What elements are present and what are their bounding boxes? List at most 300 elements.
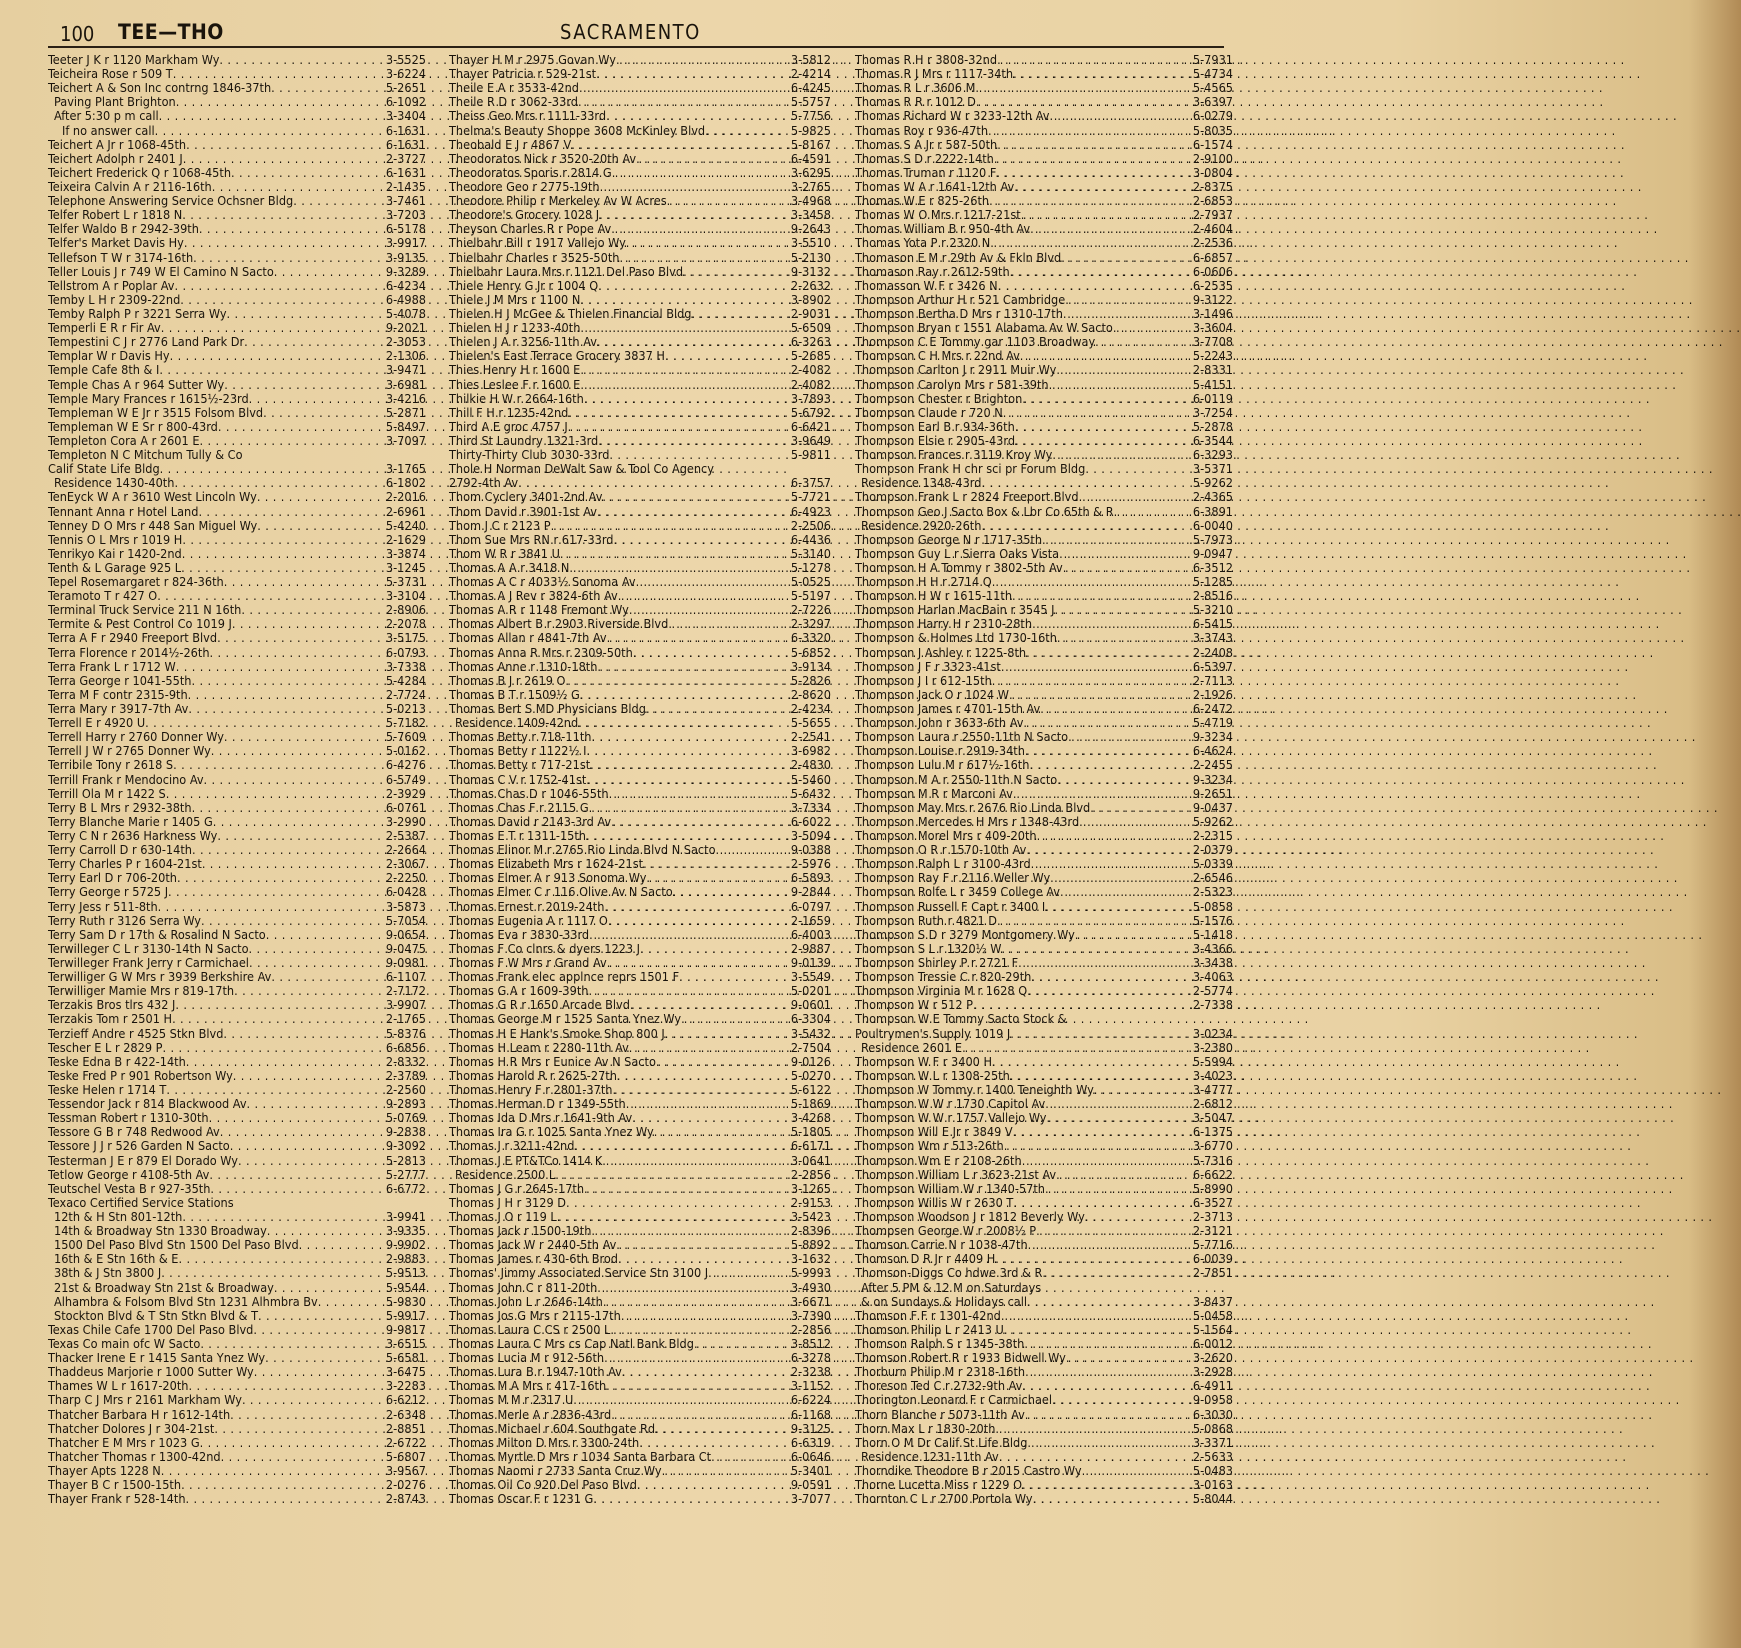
listing-name: Thilkie H W r 2664-16th: [449, 390, 584, 406]
listing-phone: 9-2838: [385, 1124, 426, 1140]
directory-listing: [855, 674, 1233, 688]
directory-listing: [48, 984, 426, 998]
directory-listing: [48, 533, 426, 547]
listing-name: Thom Cyclery 3401-2nd Av: [449, 489, 603, 505]
directory-listing: [449, 1027, 831, 1041]
listing-phone: 2-4604: [1192, 221, 1233, 237]
listing-phone: 5-7721: [790, 489, 831, 505]
listing-name: Terribile Tony r 2618 S: [48, 757, 174, 773]
directory-listing: [48, 885, 426, 899]
listing-phone: 2-5976: [790, 856, 831, 872]
leader-dots: [155, 124, 386, 138]
listing-name: Terrell E r 4920 U: [48, 715, 146, 731]
directory-listing: [855, 1238, 1233, 1252]
leader-dots: [202, 857, 386, 871]
leader-dots: [973, 998, 1193, 1012]
directory-listing: [855, 81, 1233, 95]
leader-dots: [170, 349, 386, 363]
directory-listing: [855, 335, 1233, 349]
listing-phone: 6-1631: [385, 136, 426, 152]
leader-dots: [192, 843, 386, 857]
directory-listing: [855, 1139, 1233, 1153]
listing-name: Thaddeus Marjorie r 1000 Sutter Wy: [48, 1364, 254, 1380]
listing-name: Terra Florence r 2014½-26th: [48, 644, 210, 660]
city-title: SACRAMENTO: [560, 20, 701, 44]
listing-phone: 5-2685: [790, 348, 831, 364]
listing-phone: 6-4436: [790, 531, 831, 547]
leader-dots: [997, 53, 1193, 67]
directory-listing: [449, 900, 831, 914]
directory-listing: [449, 420, 831, 434]
listing-name: Thomas John L r 2646-14th: [449, 1293, 603, 1309]
listing-phone: 5-0339: [1192, 856, 1233, 872]
directory-listing: [48, 1154, 426, 1168]
directory-column-1: [48, 53, 426, 1506]
leader-dots: [1052, 448, 1193, 462]
leader-dots: [662, 1464, 791, 1478]
listing-phone: 2-3727: [385, 150, 426, 166]
listing-name: Tempestini C J r 2776 Land Park Dr: [48, 334, 245, 350]
listing-phone: 9-9902: [385, 1237, 426, 1253]
listing-name: Terry Earl D r 706-20th: [48, 870, 177, 886]
leader-dots: [1013, 1125, 1193, 1139]
leader-dots: [618, 589, 791, 603]
listing-name: Thies Leslee F r 1600 E: [449, 376, 581, 392]
listing-phone: 2-5323: [1192, 884, 1233, 900]
leader-dots: [1114, 505, 1193, 519]
listing-name: Tenrikyo Kai r 1420-2nd: [48, 545, 182, 561]
listing-phone: 3-7708: [1192, 334, 1233, 350]
listing-phone: 5-1278: [790, 559, 831, 575]
leader-dots: [584, 1182, 791, 1196]
listing-phone: 2-8332: [385, 1053, 426, 1069]
listing-name: Thomas S D r 2222-14th: [855, 150, 994, 166]
listing-name: Thom Sue Mrs RN r 617-33rd: [449, 531, 614, 547]
listing-phone: 6-0797: [790, 898, 831, 914]
directory-listing: [48, 462, 426, 476]
listing-name: Templeton N C Mitchum Tully & Co: [48, 447, 243, 463]
leader-dots: [1001, 1309, 1193, 1323]
leader-dots: [573, 1393, 791, 1407]
listing-phone: 5-7054: [385, 912, 426, 928]
leader-dots: [182, 208, 386, 222]
leader-dots: [177, 871, 386, 885]
listing-phone: 2-2560: [385, 1081, 426, 1097]
listing-name: Thompson W F r 3400 H: [855, 1053, 992, 1069]
leader-dots: [992, 575, 1193, 589]
listing-phone: 9-2651: [1192, 785, 1233, 801]
listing-name: Thomas Elizabeth Mrs r 1624-21st: [449, 856, 644, 872]
listing-name: Residence 1430-40th: [54, 475, 175, 491]
listing-phone: 3-2928: [1192, 1364, 1233, 1380]
listing-phone: 6-6857: [1192, 249, 1233, 265]
listing-phone: 5-6792: [790, 404, 831, 420]
leader-dots: [238, 1154, 386, 1168]
listing-name: Thomas Frank elec applnce reprs 1501 F: [449, 969, 680, 985]
listing-phone: 6-0040: [1192, 517, 1233, 533]
listing-name: Residence 1348-43rd: [861, 475, 982, 491]
listing-name: Thompson H H r 2714 Q: [855, 574, 992, 590]
listing-name: Terzieff Andre r 4525 Stkn Blvd: [48, 1025, 224, 1041]
directory-listing: [855, 1097, 1233, 1111]
leader-dots: [716, 843, 791, 857]
leader-dots: [637, 1478, 791, 1492]
listing-name: Terry Sam D r 17th & Rosalind N Sacto: [48, 926, 266, 942]
listing-phone: 3-4968: [790, 193, 831, 209]
directory-listing: [48, 857, 426, 871]
listing-name: Terzakis Bros tlrs 432 J: [48, 997, 176, 1013]
listing-name: Thielbahr Bill r 1917 Vallejo Wy: [449, 235, 626, 251]
directory-listing: [48, 730, 426, 744]
listing-name: Thomson-Diggs Co hdwe 3rd & R: [855, 1265, 1043, 1281]
directory-listing: [449, 1450, 831, 1464]
leader-dots: [230, 1408, 386, 1422]
listing-name: Thompson John r 3633-6th Av: [855, 715, 1024, 731]
listing-name: Thomas Oscar F r 1231 G: [449, 1491, 594, 1507]
listing-phone: 2-7113: [1192, 672, 1233, 688]
listing-phone: 6-1375: [1192, 1124, 1233, 1140]
listing-phone: 5-6122: [790, 1081, 831, 1097]
listing-phone: 6-3278: [790, 1350, 831, 1366]
leader-dots: [962, 1041, 1193, 1055]
directory-listing: [48, 434, 426, 448]
directory-listing: [449, 688, 831, 702]
listing-name: Thomas C V r 1752-41st: [449, 771, 587, 787]
listing-name: Teichert Frederick Q r 1068-45th: [48, 164, 232, 180]
listing-name: Thomas Allan r 4841-7th Av: [449, 630, 607, 646]
listing-name: Terrell Harry r 2760 Donner Wy: [48, 729, 224, 745]
listing-phone: 3-9335: [385, 1223, 426, 1239]
header-rule: [48, 46, 1224, 48]
directory-listing: [855, 1450, 1233, 1464]
directory-listing: [449, 1393, 831, 1407]
listing-phone: 2-2856: [790, 1321, 831, 1337]
listing-name: Terwilleger C L r 3130-14th N Sacto: [48, 940, 249, 956]
listing-phone: 9-2844: [790, 884, 831, 900]
listing-phone: 9-0601: [790, 997, 831, 1013]
listing-phone: 2-2506: [790, 517, 831, 533]
leader-dots: [241, 603, 386, 617]
listing-phone: 5-9917: [385, 1307, 426, 1323]
leader-dots: [580, 321, 790, 335]
listing-phone: 5-2130: [790, 249, 831, 265]
leader-dots: [590, 758, 791, 772]
listing-phone: 6-4911: [1192, 1378, 1233, 1394]
listing-phone: 5-0213: [385, 701, 426, 717]
listing-name: Theodoratos Sporis r 2814 G: [449, 164, 612, 180]
listing-name: Thomas William B r 950-4th Av: [855, 221, 1031, 237]
leader-dots: [633, 646, 791, 660]
listing-phone: 3-6981: [385, 376, 426, 392]
leader-dots: [243, 448, 427, 462]
directory-listing: [855, 208, 1233, 222]
listing-phone: 6-5397: [1192, 658, 1233, 674]
leader-dots: [626, 1097, 791, 1111]
leader-dots: [209, 1111, 386, 1125]
listing-phone: 9-3234: [1192, 771, 1233, 787]
leader-dots: [166, 1083, 386, 1097]
listing-phone: 5-9262: [1192, 475, 1233, 491]
leader-dots: [1021, 208, 1193, 222]
listing-phone: 5-7931: [1192, 52, 1233, 67]
leader-dots: [299, 1238, 386, 1252]
listing-name: Thompson C H Mrs r 22nd Av: [855, 348, 1020, 364]
listing-name: Thomas Truman r 1120 F: [855, 164, 997, 180]
listing-name: Thielen H J McGee & Thielen Financial Bldg: [449, 305, 692, 321]
listing-phone: 5-9811: [790, 447, 831, 463]
leader-dots: [1063, 307, 1193, 321]
listing-phone: 3-1152: [790, 1378, 831, 1394]
listing-name: Teeter J K r 1120 Markham Wy: [48, 52, 220, 67]
listing-name: Residence 2920-26th: [861, 517, 982, 533]
directory-listing: [48, 815, 426, 829]
listing-phone: 5-4734: [1192, 66, 1233, 82]
listing-phone: 5-6852: [790, 644, 831, 660]
directory-listing: [855, 1295, 1233, 1309]
leader-dots: [632, 1111, 791, 1125]
leader-dots: [293, 194, 386, 208]
listing-phone: 3-7893: [790, 390, 831, 406]
leader-dots: [1015, 434, 1193, 448]
listing-phone: 2-7226: [790, 602, 831, 618]
leader-dots: [608, 914, 791, 928]
leader-dots: [254, 1365, 386, 1379]
listing-phone: 2-3067: [385, 856, 426, 872]
leader-dots: [579, 81, 791, 95]
listing-phone: 2-9887: [790, 940, 831, 956]
leader-dots: [1010, 1027, 1193, 1041]
listing-name: Thomas Laura C Mrs cs Cap Natl Bank Bldg: [449, 1335, 694, 1351]
listing-name: Texas Chile Cafe 1700 Del Paso Blvd: [48, 1321, 254, 1337]
directory-listing: [48, 293, 426, 307]
leader-dots: [159, 363, 386, 377]
leader-dots: [1068, 730, 1193, 744]
leader-dots: [204, 773, 386, 787]
leader-dots: [1022, 1379, 1193, 1393]
directory-listing: [449, 674, 831, 688]
directory-listing: [855, 716, 1233, 730]
listing-name: Stockton Blvd & T Stn Stkn Blvd & T: [54, 1307, 259, 1323]
listing-name: Thomas B T r 1509½ G: [449, 686, 580, 702]
listing-name: Theodoratos Nick r 3520-20th Av: [449, 150, 637, 166]
leader-dots: [176, 95, 386, 109]
listing-phone: 5-2826: [790, 672, 831, 688]
leader-dots: [249, 392, 386, 406]
leader-dots: [626, 236, 791, 250]
listing-name: Alhambra & Folsom Blvd Stn 1231 Alhmbra Bv: [54, 1293, 318, 1309]
directory-listing: [855, 928, 1233, 942]
listing-phone: 3-2283: [385, 1378, 426, 1394]
directory-listing: [855, 984, 1233, 998]
directory-listing: [855, 1027, 1233, 1041]
leader-dots: [1094, 1083, 1193, 1097]
listing-name: Thompson May Mrs r 2676 Rio Linda Blvd: [855, 799, 1091, 815]
leader-dots: [580, 293, 791, 307]
listing-phone: 2-5387: [385, 828, 426, 844]
listing-name: Telfer Waldo B r 2942-39th: [48, 221, 199, 237]
listing-phone: 9-3125: [790, 1420, 831, 1436]
listing-name: Thirty-Thirty Club 3030-33rd: [449, 447, 610, 463]
directory-listing: [48, 758, 426, 772]
leader-dots: [1061, 251, 1193, 265]
listing-phone: 5-5994: [1192, 1053, 1233, 1069]
directory-listing: [855, 1351, 1233, 1365]
leader-dots: [668, 617, 791, 631]
directory-listing: [48, 392, 426, 406]
directory-listing: [449, 1055, 831, 1069]
listing-name: Thompson Elsie r 2905-43rd: [855, 432, 1016, 448]
directory-listing: [449, 448, 831, 462]
directory-listing: [48, 1196, 426, 1210]
listing-phone: 3-5510: [790, 235, 831, 251]
listing-phone: 3-0234: [1192, 1025, 1233, 1041]
listing-name: Thorne Lucetta Miss r 1229 O: [855, 1477, 1023, 1493]
leader-dots: [1075, 928, 1193, 942]
listing-phone: 3-5432: [790, 1025, 831, 1041]
leader-dots: [574, 1139, 790, 1153]
directory-listing: [48, 1027, 426, 1041]
directory-listing: [48, 222, 426, 236]
listing-phone: 5-7973: [1192, 531, 1233, 547]
listing-name: Teutschel Vesta B r 927-35th: [48, 1180, 211, 1196]
directory-listing: [855, 321, 1233, 335]
listing-name: Terry Blanche Marie r 1405 G: [48, 813, 213, 829]
directory-listing: [449, 1478, 831, 1492]
listing-phone: 3-5175: [385, 630, 426, 646]
leader-dots: [213, 815, 386, 829]
listing-name: Thomas R L r 3606 M: [855, 80, 976, 96]
listing-phone: 3-5423: [790, 1208, 831, 1224]
listing-phone: 3-0641: [790, 1152, 831, 1168]
listing-name: Thomas J G r 2645-17th: [449, 1180, 585, 1196]
leader-dots: [1085, 1210, 1193, 1224]
directory-listing: [48, 236, 426, 250]
listing-name: Terrill Frank r Mendocino Av: [48, 771, 204, 787]
directory-listing: [48, 998, 426, 1012]
listing-name: Thompson Carolyn Mrs r 581-39th: [855, 376, 1049, 392]
listing-phone: 5-1869: [790, 1096, 831, 1112]
listing-phone: 2-8375: [1192, 178, 1233, 194]
directory-listing: [449, 815, 831, 829]
listing-name: Terrell J W r 2765 Donner Wy: [48, 743, 211, 759]
listing-name: Thomas W O Mrs r 1217-21st: [855, 207, 1021, 223]
listing-phone: 2-3297: [790, 616, 831, 632]
leader-dots: [160, 462, 386, 476]
listing-name: Thompson Earl B r 934-36th: [855, 418, 1015, 434]
leader-dots: [580, 363, 791, 377]
listing-phone: 3-3604: [1192, 320, 1233, 336]
directory-listing: [855, 462, 1233, 476]
listing-phone: 6-4624: [1192, 743, 1233, 759]
listing-name: Thompson W L r 1308-25th: [855, 1067, 1010, 1083]
directory-listing: [449, 152, 831, 166]
listing-name: Telfer's Market Davis Hy: [48, 235, 184, 251]
listing-phone: 3-7334: [790, 799, 831, 815]
listing-name: Thompson Jack O r 1024 W: [855, 686, 1009, 702]
leader-dots: [182, 533, 386, 547]
directory-listing: [48, 1295, 426, 1309]
leader-dots: [180, 293, 386, 307]
leader-dots: [1027, 1295, 1193, 1309]
listing-phone: 9-0591: [790, 1477, 831, 1493]
listing-phone: 5-6509: [790, 320, 831, 336]
leader-dots: [158, 900, 386, 914]
listing-name: Thomson F F r 1301-42nd: [855, 1307, 1001, 1323]
leader-dots: [201, 914, 386, 928]
listing-name: Termite & Pest Control Co 1019 J: [48, 616, 232, 632]
leader-dots: [1001, 660, 1193, 674]
listing-name: Thomas M A Mrs r 417-16th: [449, 1378, 607, 1394]
listing-name: 14th & Broadway Stn 1330 Broadway: [54, 1223, 267, 1239]
listing-name: Thompson William L r 3623-21st Av: [855, 1166, 1057, 1182]
listing-phone: 6-5415: [1192, 616, 1233, 632]
leader-dots: [188, 702, 386, 716]
listing-name: Thomas Bert S MD Physicians Bldg: [449, 701, 646, 717]
leader-dots: [551, 519, 791, 533]
leader-dots: [679, 970, 791, 984]
leader-dots: [612, 166, 791, 180]
directory-listing: [449, 1422, 831, 1436]
listing-phone: 3-3438: [1192, 955, 1233, 970]
listing-name: Thompson Bertha D Mrs r 1310-17th: [855, 305, 1063, 321]
directory-listing: [855, 138, 1233, 152]
leader-dots: [175, 998, 385, 1012]
directory-listing: [855, 251, 1233, 265]
leader-dots: [162, 1041, 385, 1055]
leader-dots: [1066, 1351, 1193, 1365]
directory-listing: [48, 307, 426, 321]
listing-name: Thompson James r 4701-15th Av: [855, 701, 1041, 717]
leader-dots: [1024, 1337, 1193, 1351]
leader-dots: [1018, 956, 1193, 970]
listing-phone: 3-2620: [1192, 1350, 1233, 1366]
directory-listing: [855, 1478, 1233, 1492]
leader-dots: [1036, 1224, 1193, 1238]
leader-dots: [654, 1125, 791, 1139]
leader-dots: [274, 1281, 386, 1295]
listing-name: Thompson William W r 1340-57th: [855, 1180, 1045, 1196]
listing-phone: 6-4234: [385, 277, 426, 293]
listing-name: Templeman W E Jr r 3515 Folsom Blvd: [48, 404, 264, 420]
leader-dots: [242, 1393, 386, 1407]
leader-dots: [1065, 293, 1193, 307]
listing-phone: 2-4082: [790, 376, 831, 392]
leader-dots: [1013, 67, 1193, 81]
leader-dots: [616, 53, 791, 67]
directory-listing: [449, 1182, 831, 1196]
listing-name: Thompson Frances r 3119 Kroy Wy: [855, 447, 1053, 463]
directory-listing: [855, 1393, 1233, 1407]
listing-phone: 2-2408: [1192, 644, 1233, 660]
directory-listing: [449, 1252, 831, 1266]
leader-dots: [593, 1492, 791, 1506]
listing-phone: 2-7937: [1192, 207, 1233, 223]
listing-name: Tessman Robert r 1310-30th: [48, 1110, 209, 1126]
directory-listing: [855, 519, 1233, 533]
listing-phone: 3-4216: [385, 390, 426, 406]
leader-dots: [571, 138, 791, 152]
directory-listing: [48, 1422, 426, 1436]
listing-name: Terra M F contr 2315-9th: [48, 686, 188, 702]
listing-name: Thomas G A r 1609-39th: [449, 983, 589, 999]
listing-phone: 5-9830: [385, 1293, 426, 1309]
listing-name: Thomas R J Mrs r 1117-34th: [855, 66, 1014, 82]
leader-dots: [200, 1436, 386, 1450]
listing-name: Thompson J Ashley r 1225-8th: [855, 644, 1027, 660]
listing-phone: 2-3053: [385, 334, 426, 350]
listing-name: Thomas A J Rev r 3824-6th Av: [449, 588, 618, 604]
directory-listing: [48, 900, 426, 914]
